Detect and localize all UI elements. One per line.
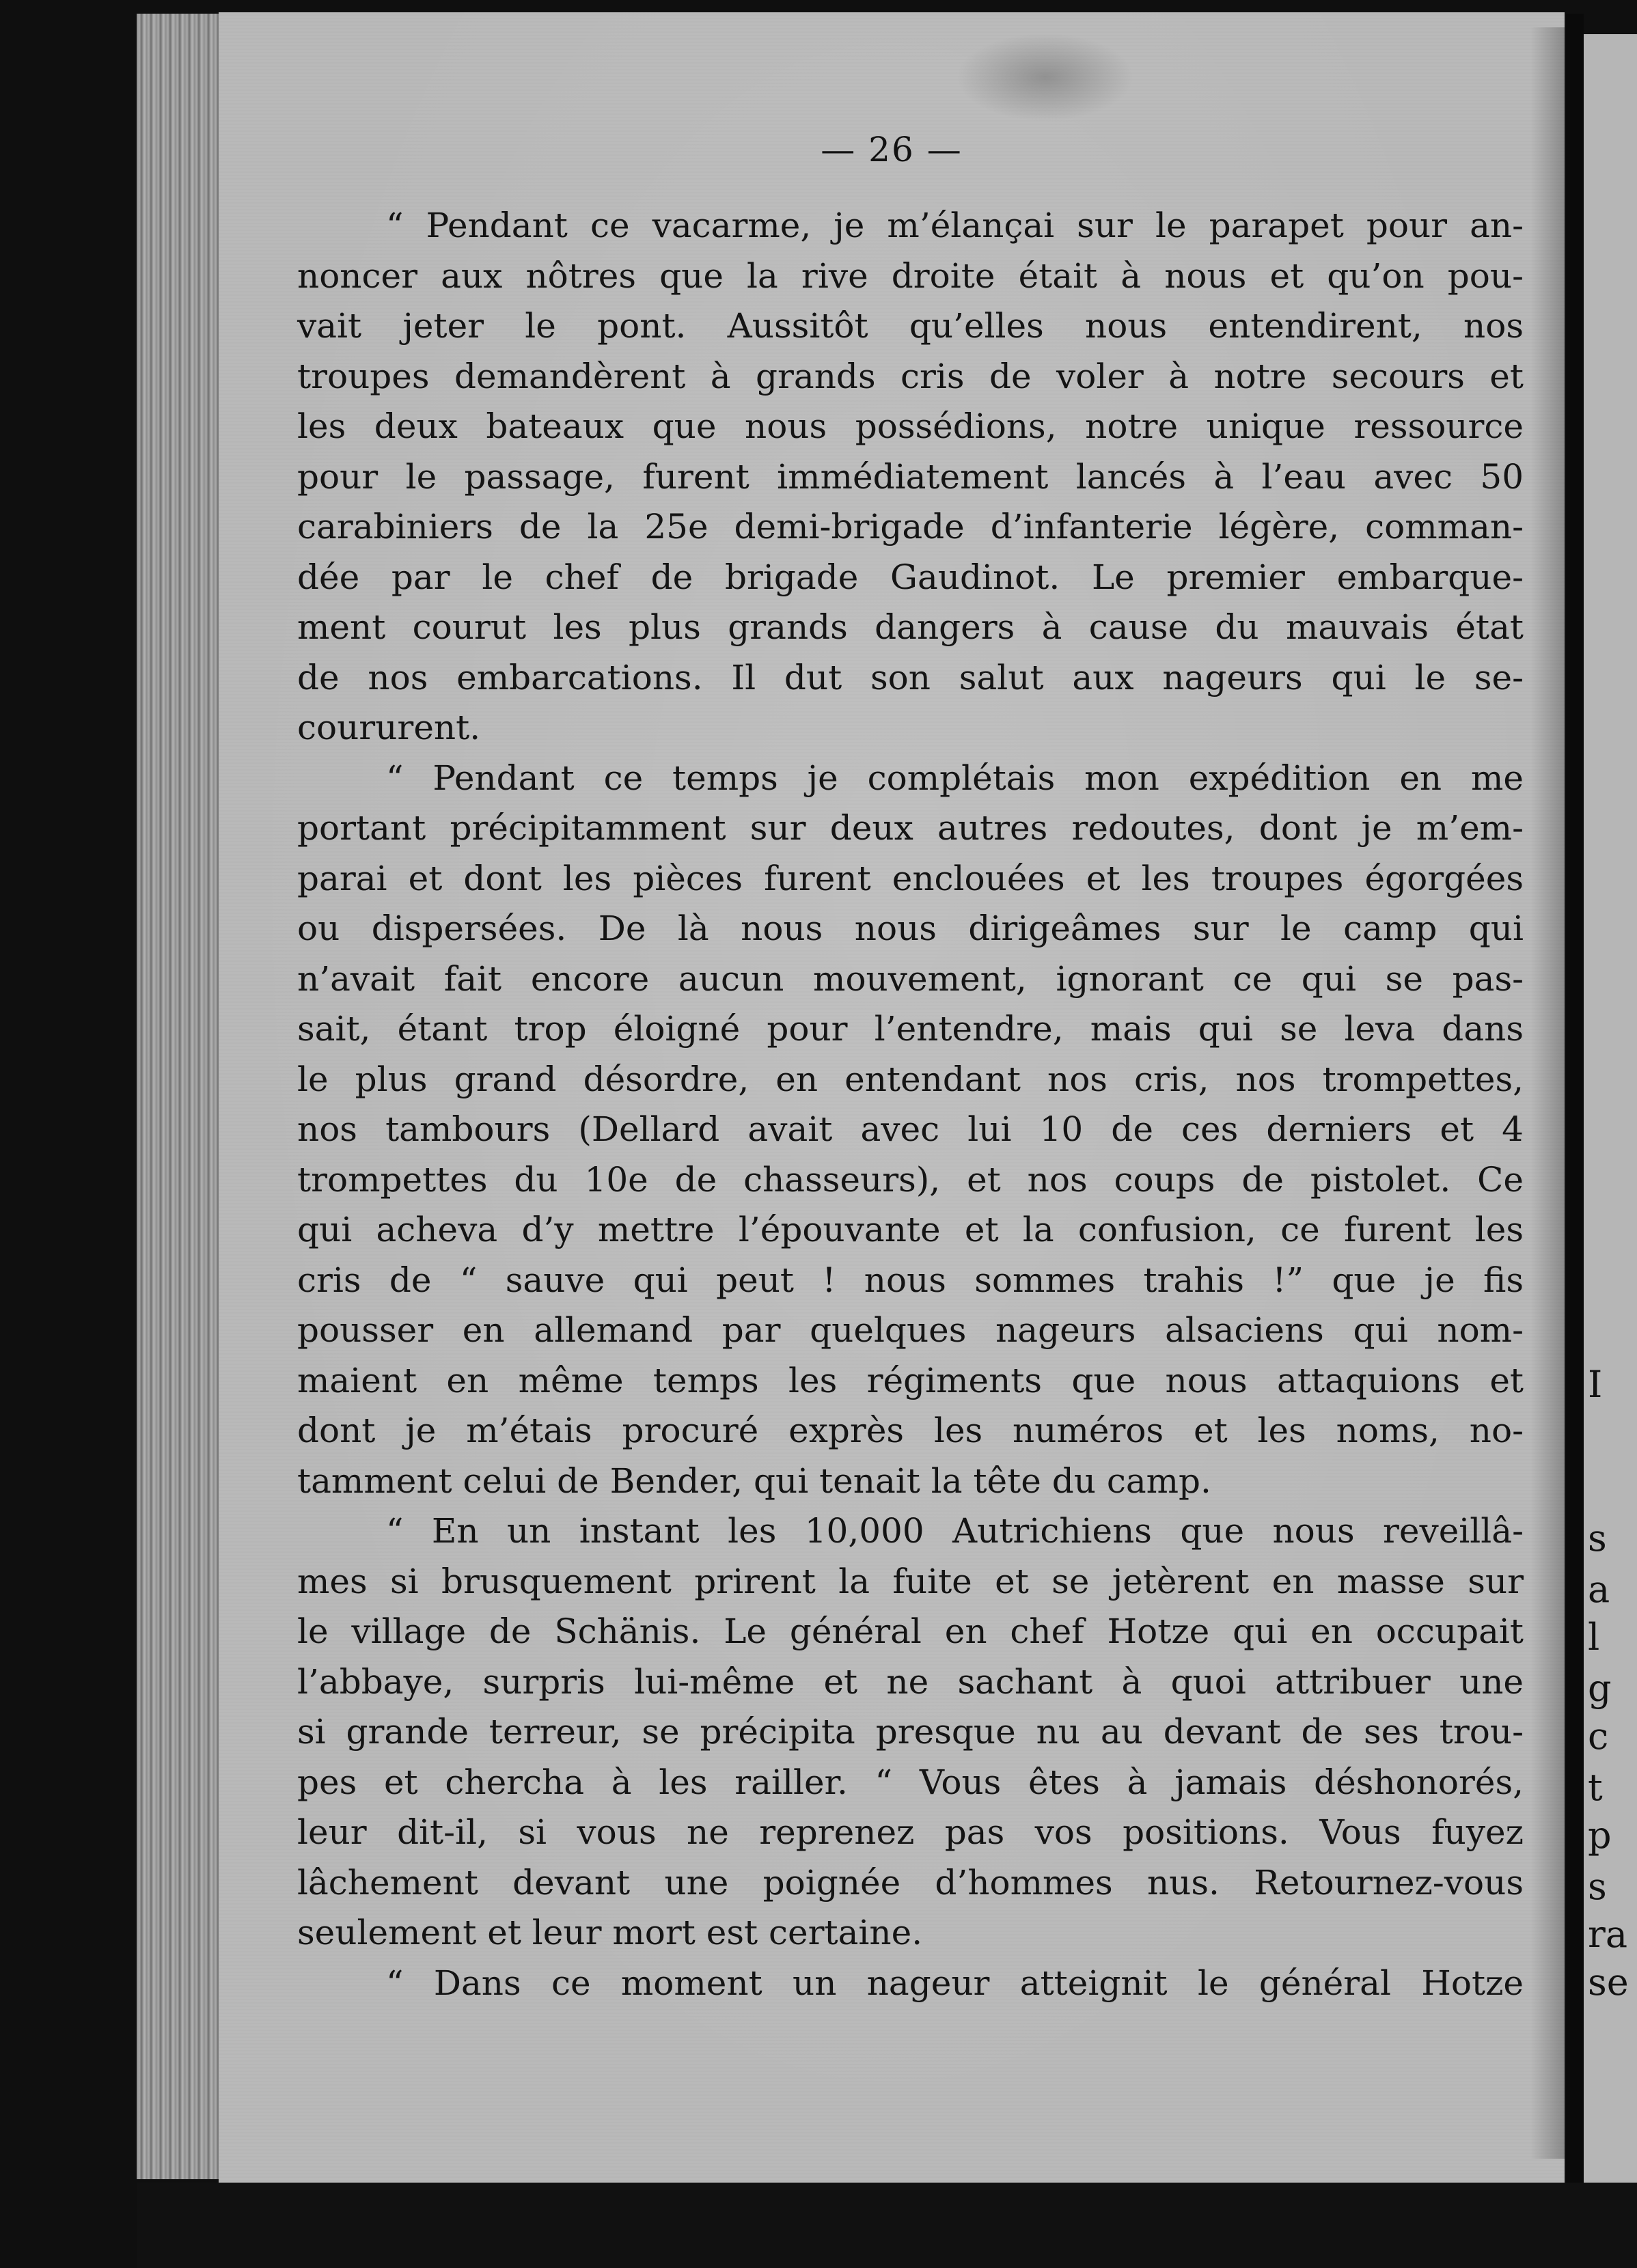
text-line: vait jeter le pont. Aussitôt qu’elles nous entendirent, nos <box>297 306 1524 346</box>
text-line: “ Pendant ce vacarme, je m’élançai sur le parapet pour an- <box>386 206 1524 245</box>
text-line: “ Pendant ce temps je complétais mon expédition en me <box>386 758 1524 798</box>
adjacent-page-edge <box>1584 34 1637 2207</box>
text-line: qui acheva d’y mettre l’épouvante et la confusion, ce furent les <box>297 1210 1524 1249</box>
scan-bottom-border <box>137 2183 1637 2268</box>
text-line: ment courut les plus grands dangers à cause du mauvais état <box>297 607 1524 647</box>
paragraph-3 <box>297 1506 1524 1959</box>
page-stain <box>957 33 1134 122</box>
page-divider <box>1566 14 1584 2200</box>
adjacent-page-fragment: t <box>1588 1766 1603 1809</box>
text-line: le village de Schänis. Le général en chef Hotze qui en occupait <box>297 1612 1524 1651</box>
text-line: nos tambours (Dellard avait avec lui 10 de ces derniers et 4 <box>297 1109 1524 1149</box>
book-page <box>219 12 1565 2185</box>
text-line: pousser en allemand par quelques nageurs alsaciens qui nom- <box>297 1310 1524 1350</box>
paragraph-2 <box>297 753 1524 1507</box>
text-line: si grande terreur, se précipita presque nu au devant de ses trou- <box>297 1712 1524 1752</box>
paragraph-4 <box>297 1959 1524 2009</box>
adjacent-page-fragment: I <box>1588 1363 1603 1406</box>
text-line: cris de “ sauve qui peut ! nous sommes trahis !” que je fis <box>297 1260 1524 1300</box>
adjacent-page-fragment: g <box>1588 1667 1612 1710</box>
adjacent-page-fragment: se <box>1588 1961 1629 2004</box>
text-line: mes si brusquement prirent la fuite et se jetèrent en masse sur <box>297 1561 1524 1601</box>
text-line: maient en même temps les régiments que nous attaquions et <box>297 1360 1524 1400</box>
text-line: carabiniers de la 25e demi-brigade d’infanterie légère, comman- <box>297 507 1524 547</box>
page-gutter-shadow <box>1530 27 1565 2159</box>
text-line: seulement et leur mort est certaine. <box>297 1913 923 1952</box>
text-line: tamment celui de Bender, qui tenait la tête du camp. <box>297 1461 1211 1501</box>
adjacent-page-fragment: c <box>1588 1715 1609 1758</box>
text-line: pour le passage, furent immédiatement lancés à l’eau avec 50 <box>297 456 1524 497</box>
text-line: noncer aux nôtres que la rive droite était à nous et qu’on pou- <box>297 255 1524 296</box>
adjacent-page-fragment: s <box>1588 1517 1607 1560</box>
text-line: dée par le chef de brigade Gaudinot. Le premier embarque- <box>297 557 1524 597</box>
adjacent-page-fragment: s <box>1588 1865 1607 1908</box>
adjacent-page-fragment: ra <box>1588 1913 1628 1956</box>
text-line: coururent. <box>297 708 481 747</box>
text-line: pes et chercha à les railler. “ Vous êtes à jamais déshonorés, <box>297 1762 1524 1802</box>
page-edges <box>137 14 232 2179</box>
text-line: n’avait fait encore aucun mouvement, ignorant ce qui se pas- <box>297 958 1524 999</box>
text-line: ou dispersées. De là nous nous dirigeâmes sur le camp qui <box>297 909 1524 948</box>
text-line: le plus grand désordre, en entendant nos cris, nos trompettes, <box>297 1059 1524 1099</box>
adjacent-page-fragment: a <box>1588 1568 1610 1611</box>
text-line: portant précipitamment sur deux autres redoutes, dont je m’em- <box>297 808 1524 848</box>
adjacent-page-fragment: l <box>1588 1616 1600 1659</box>
text-line: lâchement devant une poignée d’hommes nus. Retournez-vous <box>297 1862 1524 1903</box>
text-line: troupes demandèrent à grands cris de voler à notre secours et <box>297 356 1524 396</box>
text-line: parai et dont les pièces furent enclouées et les troupes égorgées <box>297 858 1524 898</box>
adjacent-page-fragment: p <box>1588 1814 1612 1857</box>
text-line: dont je m’étais procuré exprès les numéros et les noms, no- <box>297 1411 1524 1450</box>
text-line: trompettes du 10e de chasseurs), et nos coups de pistolet. Ce <box>297 1159 1524 1200</box>
page-number: — 26 — <box>821 130 963 169</box>
text-line: sait, étant trop éloigné pour l’entendre, mais qui se leva dans <box>297 1009 1524 1049</box>
text-line: “ En un instant les 10,000 Autrichiens que nous reveillâ- <box>386 1511 1524 1551</box>
text-line: les deux bateaux que nous possédions, notre unique ressource <box>297 406 1524 446</box>
body-text <box>297 201 1524 2008</box>
text-line: leur dit-il, si vous ne reprenez pas vos positions. Vous fuyez <box>297 1812 1524 1852</box>
text-line: l’abbaye, surpris lui-même et ne sachant à quoi attribuer une <box>297 1661 1524 1702</box>
paragraph-1 <box>297 201 1524 753</box>
text-line: de nos embarcations. Il dut son salut aux nageurs qui le se- <box>297 657 1524 697</box>
text-line: “ Dans ce moment un nageur atteignit le général Hotze <box>386 1963 1524 2003</box>
